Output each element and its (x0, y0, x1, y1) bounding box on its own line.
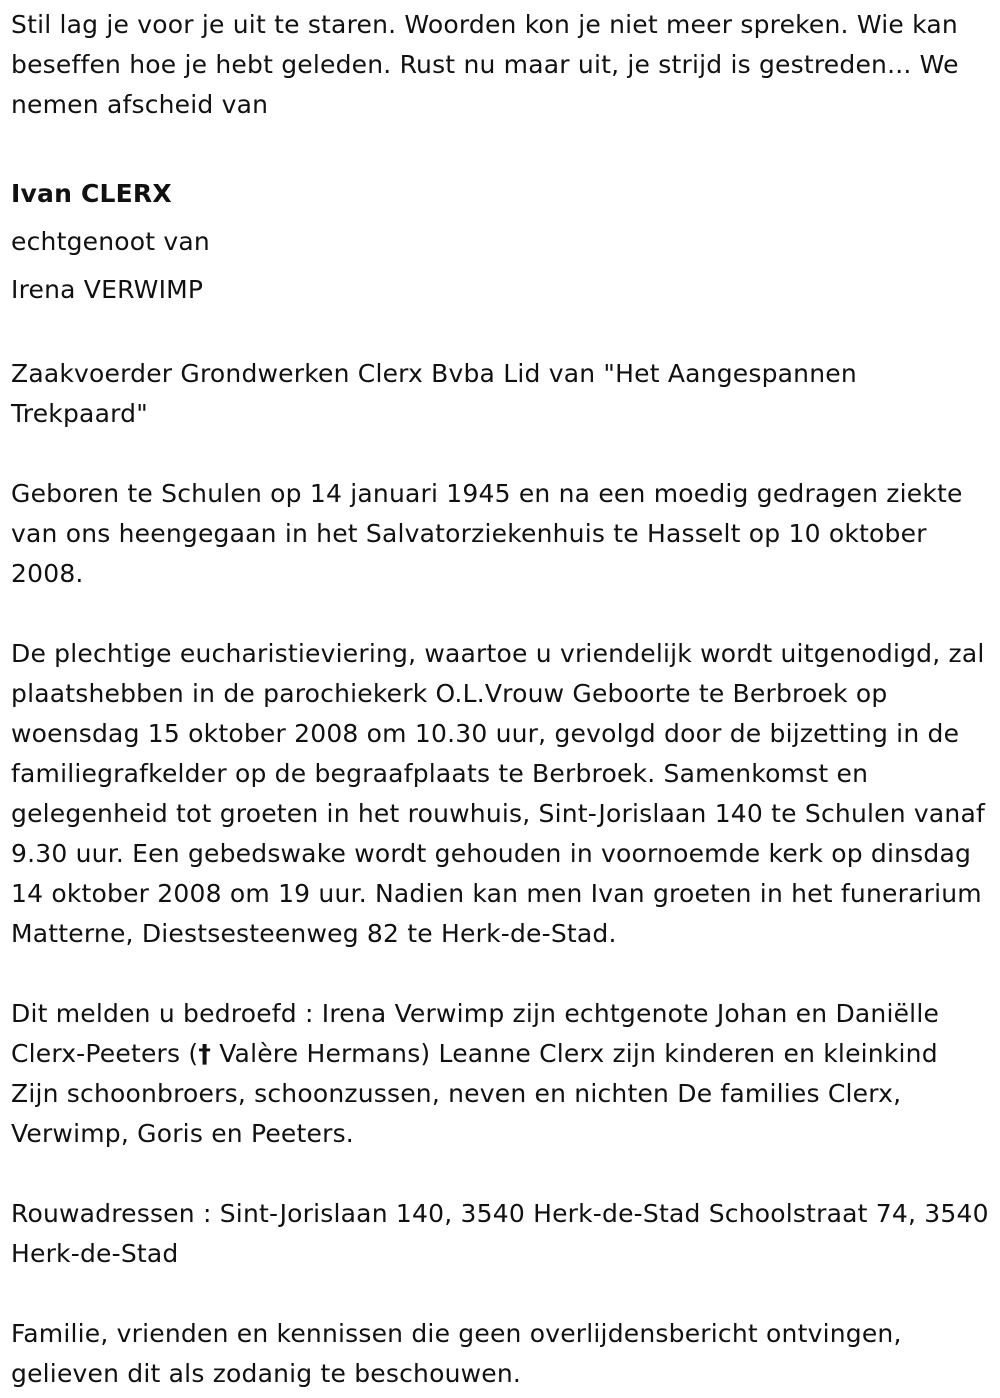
deceased-name: Ivan CLERX (11, 179, 172, 208)
intro-poem: Stil lag je voor je uit te staren. Woorden kon je niet meer spreken. Wie kan beseffen hoe je hebt geleden. Rust nu maar uit, je strijd is gestreden... We nemen afscheid van (11, 10, 959, 119)
family-text (11, 994, 991, 1154)
closing-text: Familie, vrienden en kennissen die geen overlijdensbericht ontvingen, gelieven dit als zodanig te beschouwen. (11, 1319, 902, 1388)
ceremony-text: De plechtige eucharistieviering, waartoe u vriendelijk wordt uitgenodigd, zal plaatshebben in de parochiekerk O.L.Vrouw Geboorte te Berbroek op woensdag 15 oktober 2008 om 10.30 uur, gevolgd door de bijzetting in de familiegrafkelder op de begraafplaats te Berbroek. Samenkomst en gelegenheid tot groeten in het rouwhuis, Sint-Jorislaan 140 te Schulen vanaf 9.30 uur. Een gebedswake wordt gehouden in voornoemde kerk op dinsdag 14 oktober 2008 om 19 uur. Nadien kan men Ivan groeten in het funerarium Matterne, Diestsesteenweg 82 te Herk-de-Stad. (11, 639, 986, 948)
cross-icon: † (198, 1039, 212, 1068)
occupation-text: Zaakvoerder Grondwerken Clerx Bvba Lid van "Het Aangespannen Trekpaard" (11, 359, 857, 428)
birth-death-text: Geboren te Schulen op 14 januari 1945 en na een moedig gedragen ziekte van ons heengegaan in het Salvatorziekenhuis te Hasselt op 10 oktober 2008. (11, 479, 963, 588)
spouse-name: Irena VERWIMP (11, 275, 204, 304)
family-text-start: Dit melden u bedroefd : Irena Verwimp zijn echtgenote Johan en Daniëlle Clerx-Peeters ( (11, 999, 940, 1068)
obituary-notice (11, 0, 991, 1394)
addresses-text: Rouwadressen : Sint-Jorislaan 140, 3540 Herk-de-Stad Schoolstraat 74, 3540 Herk-de-Stad (11, 1199, 989, 1268)
relation-text: echtgenoot van (11, 227, 210, 256)
family-text-end: Valère Hermans) Leanne Clerx zijn kinderen en kleinkind Zijn schoonbroers, schoonzussen, neven en nichten De families Clerx, Verwimp, Goris en Peeters. (11, 1039, 938, 1148)
